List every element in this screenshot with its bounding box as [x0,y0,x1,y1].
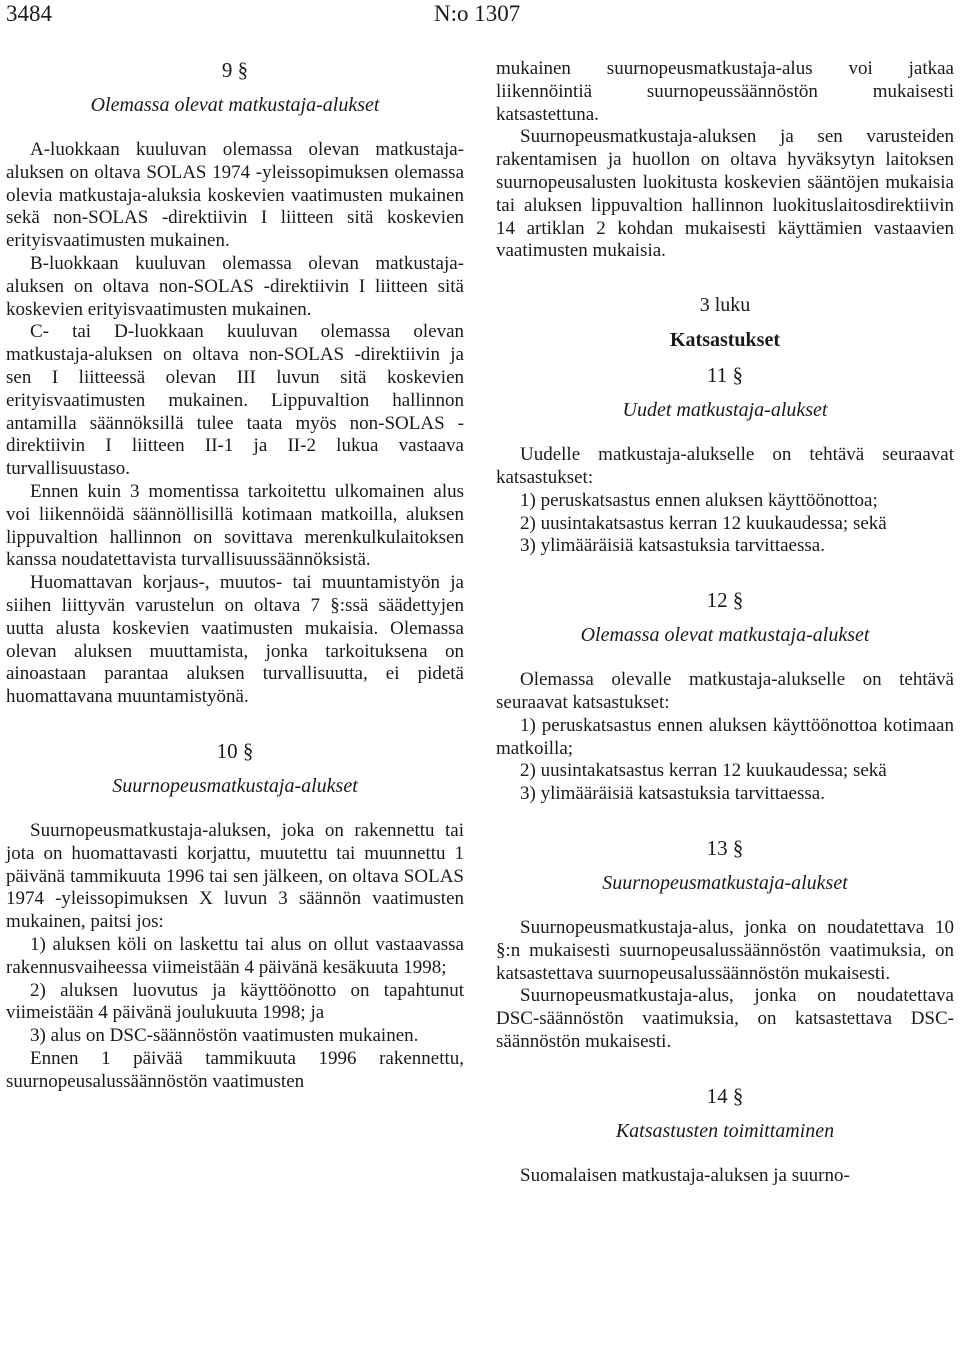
left-column [6,58,464,1358]
section-14-number: 14 § [706,1083,744,1108]
paragraph: A-luokkaan kuuluvan olemassa olevan matkustaja-aluksen on oltava SOLAS 1974 -yleissopimuksen olemassa olevia matkustaja-aluksia koskevien vaatimusten mukainen sekä non-SOLAS -direktiivin I liitteen sitä koskevien erityisvaatimusten mukainen. [6,139,464,252]
list-item: 1) peruskatsastus ennen aluksen käyttöönottoa kotimaan matkoilla; [496,714,954,759]
list-item: 1) peruskatsastus ennen aluksen käyttöönottoa; [520,489,878,511]
section-14-title: Katsastusten toimittaminen [615,1119,835,1142]
list-item: 3) alus on DSC-säännöstön vaatimusten mukainen. [30,1025,419,1047]
document-number: N:o 1307 [434,1,521,26]
section-10-title: Suurnopeusmatkustaja-alukset [112,774,358,797]
section-11-title: Uudet matkustaja-alukset [622,399,828,422]
paragraph: Ennen kuin 3 momentissa tarkoitettu ulkomainen alus voi liikennöidä säännöllisillä kotimaan matkoilla, aluksen lippuvaltion hallinnon on sovittava merenkulkulaitoksen kanssa noudatettavista turvallisuussäännöksistä. [6,480,464,571]
section-12-title: Olemassa olevat matkustaja-alukset [580,624,870,647]
right-column [496,58,954,1358]
chapter-title: Katsastukset [669,329,780,352]
list-item: 2) aluksen luovutus ja käyttöönotto on tapahtunut viimeistään 4 päivänä joulukuuta 1998; ja [6,979,464,1024]
page-number: 3484 [6,1,52,26]
paragraph-continued: mukainen suurnopeusmatkustaja-alus voi jatkaa liikennöintiä suurnopeussäännöstön mukaisesti katsastettuna. [496,58,954,125]
paragraph: Uudelle matkustaja-alukselle on tehtävä seuraavat katsastukset: [496,444,954,488]
paragraph: Suurnopeusmatkustaja-alus, jonka on noudatettava DSC-säännöstön vaatimuksia, on katsastettava DSC-säännöstön mukaisesti. [496,985,954,1052]
paragraph: Huomattavan korjaus-, muutos- tai muuntamistyön ja siihen liittyvän varustelun on oltava 7 §:ssä säädettyjen uutta alusta koskevien vaatimusten mukaisia. Olemassa olevan aluksen muuttamista, jonka tarkoituksena on ainoastaan parantaa aluksen turvallisuutta, ei pidetä huomattavana muuntamistyönä. [6,572,464,708]
section-13-number: 13 § [706,835,744,860]
section-12-number: 12 § [706,588,744,613]
chapter-number: 3 luku [699,294,751,317]
paragraph: C- tai D-luokkaan kuuluvan olemassa olevan matkustaja-aluksen on oltava non-SOLAS -direktiivin ja sen I liitteessä olevan III luvun sitä koskevien erityisvaatimusten mukainen. Lippuvaltion hallinnon antamilla säännöksillä tulee taata myös non-SOLAS -direktiivin I liitteen II-1 ja II-2 lukua vastaava turvallisuustaso. [6,321,464,480]
list-item: 3) ylimääräisiä katsastuksia tarvittaessa. [520,783,825,805]
list-item: 2) uusintakatsastus kerran 12 kuukaudessa; sekä [520,760,887,782]
paragraph: Ennen 1 päivää tammikuuta 1996 rakennettu, suurnopeusalussäännöstön vaatimusten [6,1047,464,1092]
paragraph: B-luokkaan kuuluvan olemassa olevan matkustaja-aluksen on oltava non-SOLAS -direktiivin I liitteen sitä koskevien erityisvaatimusten mukainen. [6,252,464,320]
section-10-number: 10 § [216,738,254,763]
list-item: 2) uusintakatsastus kerran 12 kuukaudessa; sekä [520,512,887,534]
paragraph: Suurnopeusmatkustaja-alus, jonka on noudatettava 10 §:n mukaisesti suurnopeusalussäännöstön vaatimuksia, on katsastettava suurnopeusalussäännöstön mukaisesti. [496,916,954,984]
paragraph: Suurnopeusmatkustaja-aluksen, joka on rakennettu tai jota on huomattavasti korjattu, muutettu tai muunnettu 1 päivänä tammikuuta 1996 tai sen jälkeen, on oltava SOLAS 1974 -yleissopimuksen X luvun 3 säännön vaatimusten mukainen, paitsi jos: [6,819,464,933]
list-item: 3) ylimääräisiä katsastuksia tarvittaessa. [520,535,825,557]
paragraph: Olemassa olevalle matkustaja-alukselle on tehtävä seuraavat katsastukset: [496,669,954,713]
paragraph: Suomalaisen matkustaja-aluksen ja suurno- [520,1164,850,1186]
section-13-title: Suurnopeusmatkustaja-alukset [602,871,848,894]
section-9-title: Olemassa olevat matkustaja-alukset [90,94,380,116]
page-header [6,0,954,36]
section-11-number: 11 § [707,363,743,388]
list-item: 1) aluksen köli on laskettu tai alus on ollut vastaavassa rakennusvaiheessa viimeistään 4 päivänä kesäkuuta 1998; [6,933,464,978]
section-9-number: 9 § [221,58,249,82]
paragraph: Suurnopeusmatkustaja-aluksen ja sen varusteiden rakentamisen ja huollon on oltava hyväksytyn laitoksen suurnopeusalusten luokitusta koskevien sääntöjen mukaisia tai aluksen lippuvaltion hallinnon luokituslaitosdirektiivin 14 artiklan 2 kohdan mukaisesti käyttämien vastaavien vaatimusten mukaisia. [496,126,954,262]
